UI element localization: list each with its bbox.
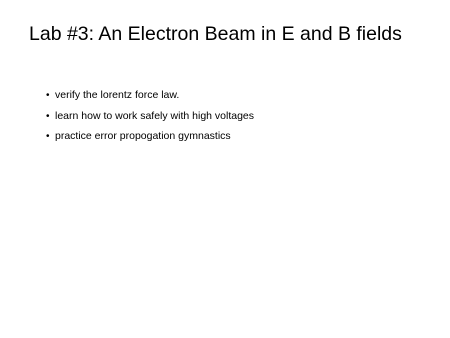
bullet-text: verify the lorentz force law.: [55, 89, 180, 101]
bullet-icon: •: [46, 110, 50, 122]
bullet-item: [46, 89, 426, 102]
bullet-item: [46, 110, 426, 123]
bullet-list: [46, 89, 426, 151]
bullet-item: [46, 130, 426, 143]
bullet-text: practice error propogation gymnastics: [55, 130, 231, 142]
bullet-icon: •: [46, 131, 50, 142]
bullet-text: learn how to work safely with high voltages: [55, 109, 255, 122]
slide-title: Lab #3: An Electron Beam in E and B fields: [29, 23, 402, 45]
bullet-icon: •: [46, 90, 50, 101]
